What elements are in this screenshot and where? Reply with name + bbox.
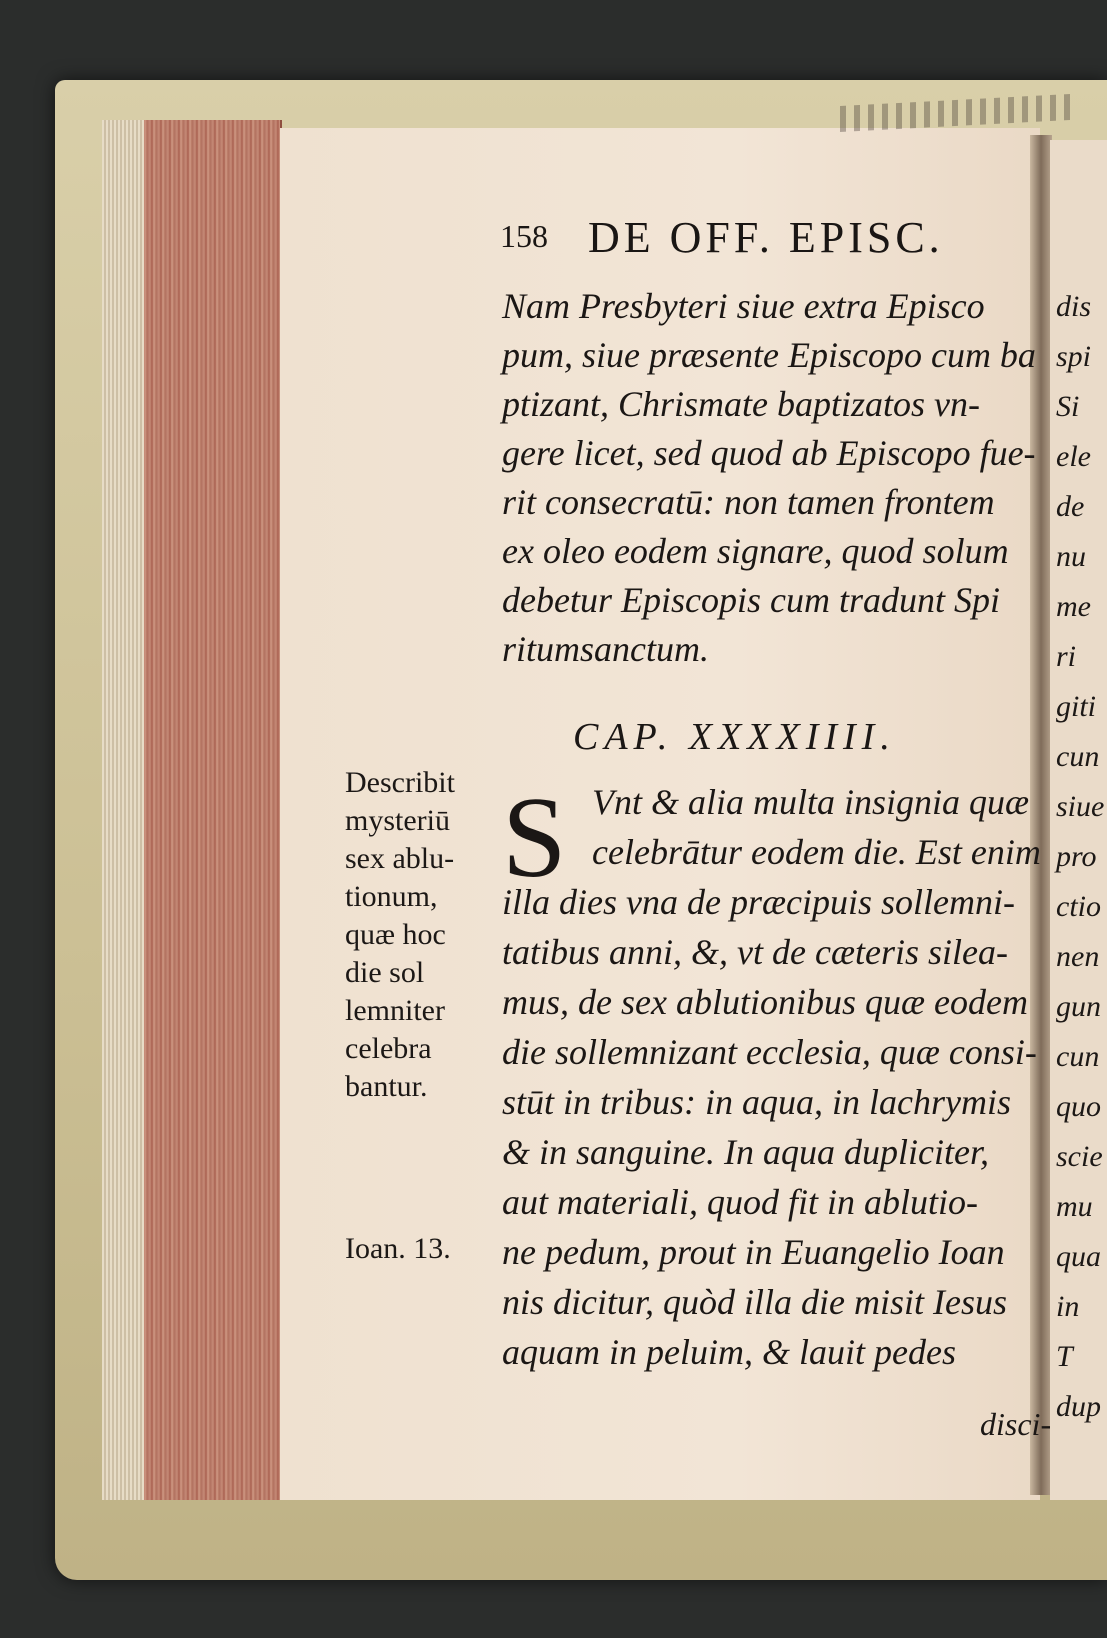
- body-line: celebrātur eodem die. Est enim: [592, 832, 1041, 872]
- margin-reference: Ioan. 13.: [345, 1232, 451, 1265]
- facing-fragment: Si: [1056, 390, 1080, 423]
- body-line: ritumsanctum.: [502, 629, 709, 669]
- drop-capital: S: [502, 774, 567, 902]
- body-line: ex oleo eodem signare, quod solum: [502, 531, 1009, 571]
- body-line: tatibus anni, &, vt de cæteris silea-: [502, 932, 1008, 972]
- body-line: & in sanguine. In aqua dupliciter,: [502, 1132, 989, 1172]
- body-line: Vnt & alia multa insignia quæ: [592, 782, 1030, 822]
- facing-fragment: dup: [1056, 1390, 1101, 1423]
- page-edges: [102, 120, 282, 1500]
- facing-fragment: me: [1056, 590, 1091, 623]
- facing-fragment: siue: [1056, 790, 1105, 823]
- body-line: Nam Presbyteri siue extra Episco: [502, 286, 985, 326]
- page-edges-inner: [102, 120, 144, 1500]
- margin-note-line: mysteriū: [345, 804, 450, 837]
- body-line: gere licet, sed quod ab Episcopo fue-: [502, 433, 1036, 473]
- facing-fragment: scie: [1056, 1140, 1103, 1173]
- body-line: mus, de sex ablutionibus quæ eodem: [502, 982, 1028, 1022]
- body-line: die sollemnizant ecclesia, quæ consi-: [502, 1032, 1037, 1072]
- body-line: nis dicitur, quòd illa die misit Iesus: [502, 1282, 1008, 1322]
- catchword: disci-: [980, 1406, 1052, 1442]
- body-line: illa dies vna de præcipuis sollemni-: [502, 882, 1015, 922]
- body-line: pum, siue præsente Episcopo cum ba: [502, 335, 1036, 375]
- body-line: ne pedum, prout in Euangelio Ioan: [502, 1232, 1005, 1272]
- facing-fragment: cun: [1056, 740, 1100, 773]
- running-title: DE OFF. EPISC.: [588, 213, 944, 262]
- facing-fragment: ele: [1056, 440, 1091, 473]
- page-number: 158: [500, 218, 548, 254]
- running-header: [500, 212, 1020, 272]
- facing-fragment: qua: [1056, 1240, 1101, 1273]
- facing-fragment: T: [1056, 1340, 1073, 1373]
- facing-fragment: dis: [1056, 290, 1092, 323]
- body-line: aut materiali, quod fit in ablutio-: [502, 1182, 978, 1222]
- margin-note-line: celebra: [345, 1032, 432, 1065]
- margin-note-line: sex ablu-: [345, 842, 455, 875]
- facing-fragment: cun: [1056, 1040, 1100, 1073]
- facing-fragment: de: [1056, 490, 1085, 523]
- facing-fragment: nu: [1056, 540, 1086, 573]
- facing-fragment: pro: [1056, 840, 1097, 873]
- facing-fragment: spi: [1056, 340, 1092, 373]
- margin-note-line: bantur.: [345, 1070, 428, 1103]
- facing-fragment: ri: [1056, 640, 1077, 673]
- margin-note-line: lemniter: [345, 994, 445, 1027]
- facing-page: [1050, 140, 1107, 1500]
- facing-fragment: ctio: [1056, 890, 1101, 923]
- chapter-heading: CAP. XXXXIIII.: [573, 716, 896, 758]
- body-line: ptizant, Chrismate baptizatos vn-: [502, 384, 981, 424]
- facing-fragment: nen: [1056, 940, 1100, 973]
- facing-fragment: giti: [1056, 690, 1097, 723]
- margin-note-line: die sol: [345, 956, 425, 989]
- body-line: rit consecratū: non tamen frontem: [502, 482, 995, 522]
- body-line: debetur Episcopis cum tradunt Spi: [502, 580, 1000, 620]
- margin-note-line: quæ hoc: [345, 918, 446, 951]
- body-line: stūt in tribus: in aqua, in lachrymis: [502, 1082, 1012, 1122]
- facing-fragment: quo: [1056, 1090, 1101, 1123]
- margin-note-line: tionum,: [345, 880, 438, 913]
- body-line: aquam in peluim, & lauit pedes: [502, 1332, 956, 1372]
- facing-fragment: in: [1056, 1290, 1080, 1323]
- facing-fragment: mu: [1056, 1190, 1093, 1223]
- margin-note-line: Describit: [345, 766, 455, 799]
- facing-fragment: gun: [1056, 990, 1101, 1023]
